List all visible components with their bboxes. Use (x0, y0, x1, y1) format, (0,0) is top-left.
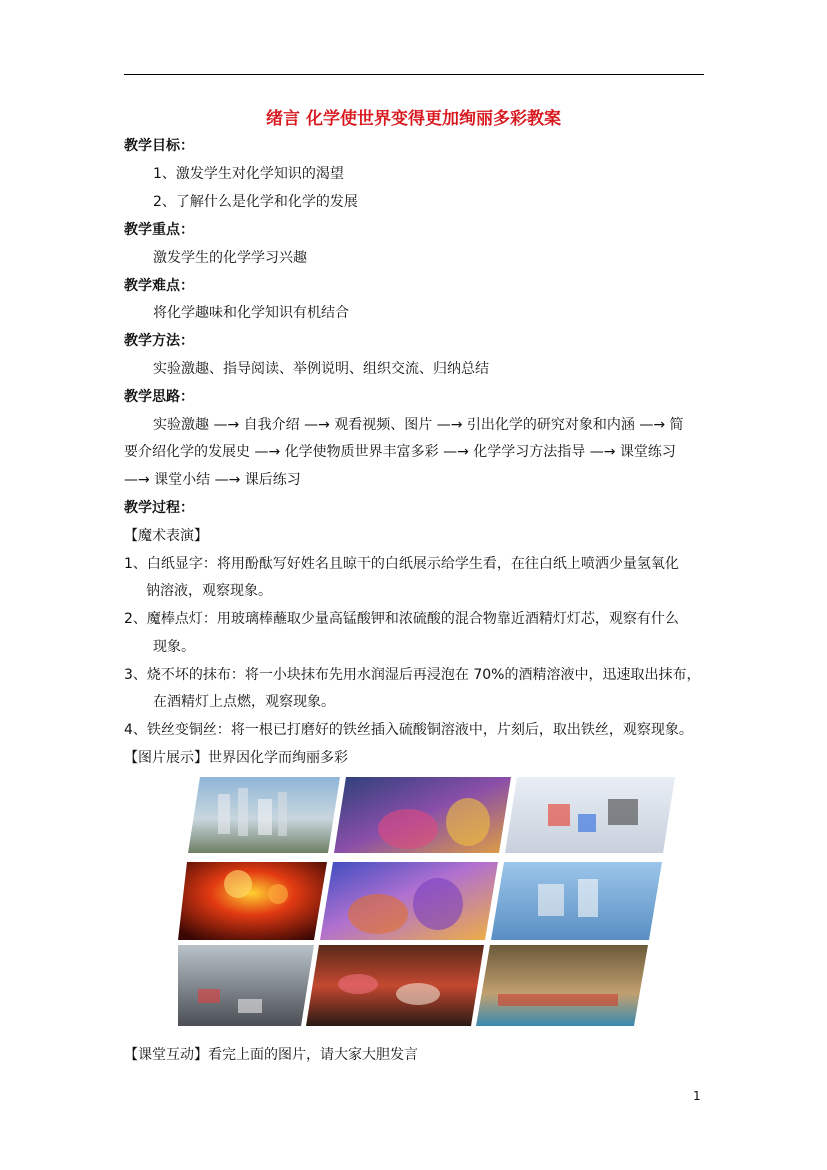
method-heading: 教学方法： (124, 333, 194, 349)
idea-line-1: 实验激趣 —→ 自我介绍 —→ 观看视频、图片 —→ 引出化学的研究对象和内涵 —→ 简 (153, 417, 684, 433)
magic-item-3b: 在酒精灯上点燃，观察现象。 (153, 694, 335, 710)
idea-heading: 教学思路： (124, 389, 194, 405)
magic-item-2a: 2、魔棒点灯：用玻璃棒蘸取少量高锰酸钾和浓硫酸的混合物靠近酒精灯灯芯，观察有什么 (124, 611, 679, 627)
method-text: 实验激趣、指导阅读、举例说明、组织交流、归纳总结 (153, 361, 489, 377)
process-heading: 教学过程： (124, 500, 194, 516)
magic-heading: 【魔术表演】 (124, 528, 208, 544)
doc-title: 绪言 化学使世界变得更加绚丽多彩教案 (266, 109, 561, 129)
idea-line-2: 要介绍化学的发展史 —→ 化学使物质世界丰富多彩 —→ 化学学习方法指导 —→ 课堂练习 (124, 444, 676, 460)
header-rule (124, 74, 704, 75)
difficulty-text: 将化学趣味和化学知识有机结合 (153, 305, 349, 321)
magic-item-3a: 3、烧不坏的抹布：将一小块抹布先用水润湿后再浸泡在 70%的酒精溶液中，迅速取出抹布， (124, 667, 701, 683)
picture-heading: 【图片展示】世界因化学而绚丽多彩 (124, 750, 348, 766)
magic-item-2b: 现象。 (153, 639, 195, 655)
goal-2: 2、了解什么是化学和化学的发展 (153, 194, 358, 210)
focus-heading: 教学重点： (124, 222, 194, 238)
magic-item-1a: 1、白纸显字：将用酚酞写好姓名且晾干的白纸展示给学生看，在往白纸上喷洒少量氢氧化 (124, 556, 679, 572)
magic-item-1b: 钠溶液，观察现象。 (146, 583, 272, 599)
difficulty-heading: 教学难点： (124, 278, 194, 294)
goals-heading: 教学目标： (124, 138, 194, 154)
chemistry-photo-collage (178, 774, 694, 1030)
magic-item-4: 4、铁丝变铜丝：将一根已打磨好的铁丝插入硫酸铜溶液中，片刻后，取出铁丝，观察现象。 (124, 722, 693, 738)
interaction-line: 【课堂互动】看完上面的图片，请大家大胆发言 (124, 1047, 418, 1063)
goal-1: 1、激发学生对化学知识的渴望 (153, 166, 344, 182)
focus-text: 激发学生的化学学习兴趣 (153, 250, 307, 266)
idea-line-3: —→ 课堂小结 —→ 课后练习 (124, 472, 301, 488)
page-number: 1 (693, 1089, 701, 1103)
